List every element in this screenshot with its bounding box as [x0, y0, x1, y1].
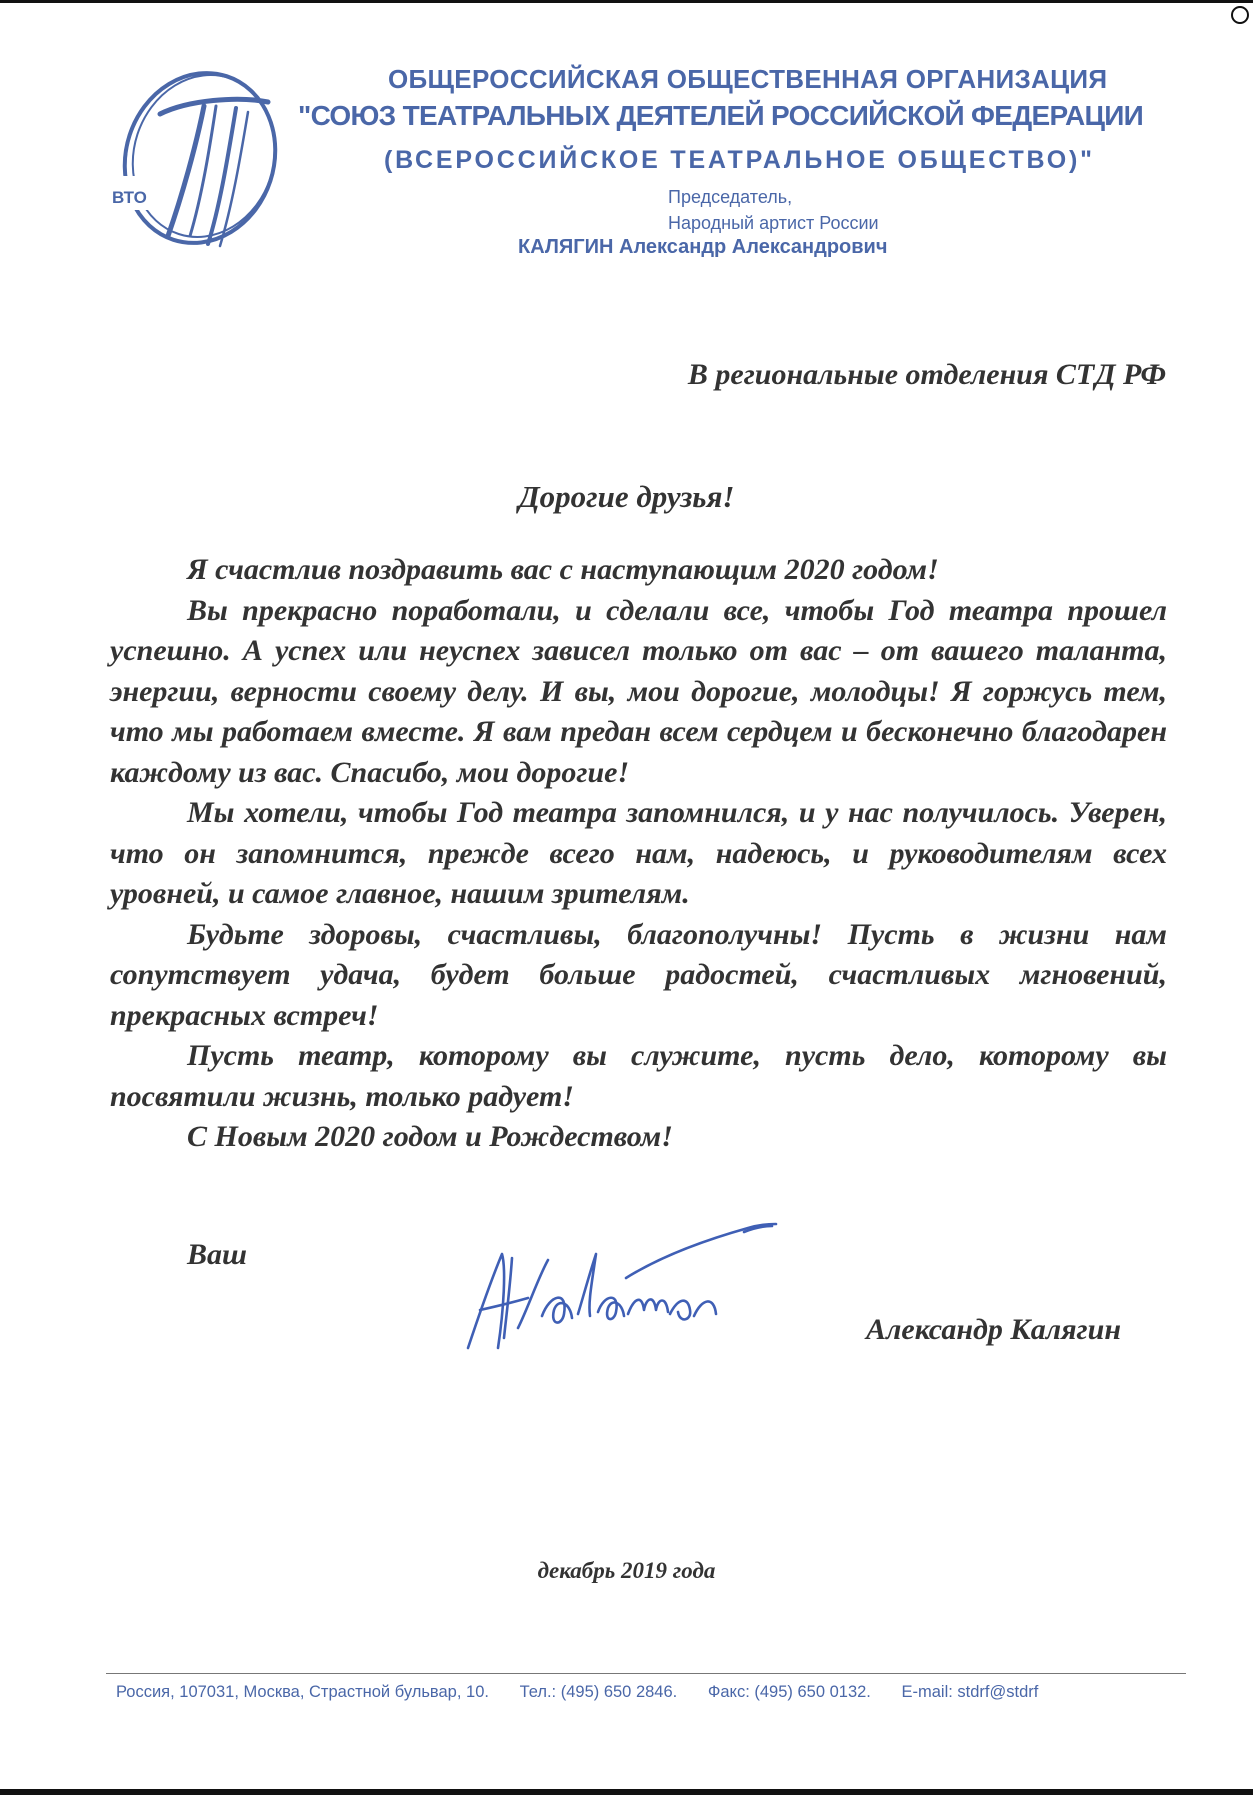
- vto-logo: [108, 66, 288, 256]
- chair-name: КАЛЯГИН Александр Александрович: [518, 236, 888, 258]
- logo-text: ВТО: [112, 188, 147, 207]
- org-name-line1: ОБЩЕРОССИЙСКАЯ ОБЩЕСТВЕННАЯ ОРГАНИЗАЦИЯ: [388, 64, 1108, 94]
- handwritten-signature: [458, 1198, 794, 1366]
- chair-rank: Народный артист России: [668, 213, 879, 233]
- footer-divider: [106, 1673, 1186, 1674]
- footer-email: E-mail: stdrf@stdrf: [901, 1683, 1039, 1701]
- chair-title: Председатель,: [668, 187, 793, 207]
- paragraph: Вы прекрасно поработали, и сделали все, чтобы Год театра прошел успешно. А успех или неуспех зависел только от вас – от вашего таланта, энергии, верности своему делу. И вы, мои дорогие, молодцы! Я горжусь тем, что мы работаем вместе. Я вам предан всем сердцем и бесконечно благодарен каждому из вас. Спасибо, мои дорогие!: [110, 593, 1167, 789]
- paragraph: Мы хотели, чтобы Год театра запомнился, и у нас получилось. Уверен, что он запомнится, прежде всего нам, надеюсь, и руководителям всех уровней, и самое главное, нашим зрителям.: [110, 796, 1167, 910]
- scan-corner-mark: [1231, 6, 1249, 24]
- closing-word: Ваш: [187, 1238, 247, 1271]
- paragraph: Пусть театр, которому вы служите, пусть дело, которому вы посвятили жизнь, только радует!: [110, 1039, 1167, 1113]
- paragraph: Я счастлив поздравить вас с наступающим 2020 годом!: [187, 553, 939, 586]
- paragraph: С Новым 2020 годом и Рождеством!: [187, 1120, 673, 1153]
- letter-date: декабрь 2019 года: [537, 1558, 716, 1583]
- recipient-line: В региональные отделения СТД РФ: [687, 358, 1166, 391]
- footer-fax: Факс: (495) 650 0132.: [707, 1683, 871, 1701]
- scan-edge-bottom: [0, 1789, 1253, 1795]
- letter-body: [110, 550, 1167, 1158]
- footer-address: Россия, 107031, Москва, Страстной бульвар, 10.: [116, 1683, 489, 1701]
- signer-name: Александр Калягин: [866, 1313, 1121, 1346]
- scan-edge-top: [0, 0, 1253, 3]
- letterhead-footer: [116, 1683, 1176, 1702]
- salutation: Дорогие друзья!: [518, 479, 735, 514]
- paragraph: Будьте здоровы, счастливы, благополучны! Пусть в жизни нам сопутствует удача, будет больше радостей, счастливых мгновений, прекрасных встреч!: [110, 917, 1167, 1032]
- footer-phone: Тел.: (495) 650 2846.: [519, 1683, 678, 1701]
- org-name-line3: (ВСЕРОССИЙСКОЕ ТЕАТРАЛЬНОЕ ОБЩЕСТВО)": [384, 146, 1095, 174]
- org-name-line2: "СОЮЗ ТЕАТРАЛЬНЫХ ДЕЯТЕЛЕЙ РОССИЙСКОЙ ФЕДЕРАЦИИ: [298, 100, 1144, 131]
